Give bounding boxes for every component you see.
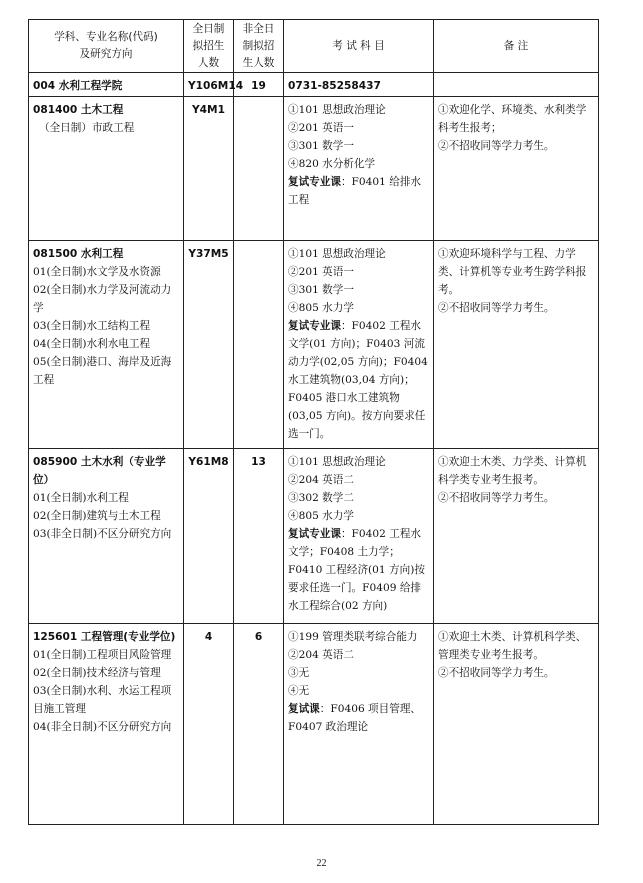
- retest-text: ：F0402 工程水文学；F0408 土力学；F0410 工程经济(01 方向)按要求任选一门。F0409 给排水工程综合(02 方向): [288, 528, 425, 612]
- note-item: ②不招收同等学力考生。: [438, 140, 555, 152]
- full-time-quota: Y4M1: [184, 97, 234, 241]
- major-cell: [29, 97, 184, 241]
- exam-item: ②201 英语一: [288, 122, 354, 134]
- exam-item: ①101 思想政治理论: [288, 248, 386, 260]
- exam-item: ④805 水力学: [288, 510, 354, 522]
- note-item: ①欢迎环境科学与工程、力学类、计算机等专业考生跨学科报考。: [438, 248, 587, 296]
- note-item: ①欢迎化学、环境类、水利类学科考生报考；: [438, 104, 587, 134]
- exam-subjects: [284, 97, 434, 241]
- exam-item: ③301 数学一: [288, 140, 354, 152]
- note-item: ②不招收同等学力考生。: [438, 492, 555, 504]
- exam-item: ③301 数学一: [288, 284, 354, 296]
- full-time-quota: Y37M5: [184, 241, 234, 449]
- major-direction: 02(全日制)技术经济与管理: [33, 667, 161, 679]
- college-row: [29, 73, 599, 97]
- header-part-time: 非全日 制拟招 生人数: [234, 20, 284, 73]
- exam-item: ②204 英语二: [288, 474, 354, 486]
- major-title: 085900 土木水利（专业学位）: [33, 456, 166, 486]
- notes-cell: [434, 449, 599, 624]
- notes-cell: [434, 97, 599, 241]
- major-cell: [29, 241, 184, 449]
- part-time-quota: 6: [234, 624, 284, 825]
- major-direction: 01(全日制)水利工程: [33, 492, 129, 504]
- retest-label: 复试专业课: [288, 176, 341, 188]
- notes-cell: [434, 241, 599, 449]
- exam-item: ③302 数学二: [288, 492, 354, 504]
- table-row: [29, 624, 599, 825]
- college-notes: [434, 73, 599, 97]
- notes-cell: [434, 624, 599, 825]
- retest-label: 复试专业课: [288, 528, 341, 540]
- note-item: ①欢迎土木类、力学类、计算机科学类专业考生报考。: [438, 456, 587, 486]
- header-major: 学科、专业名称(代码) 及研究方向: [29, 20, 184, 73]
- header-notes: 备 注: [434, 20, 599, 73]
- exam-item: ④820 水分析化学: [288, 158, 376, 170]
- major-direction: 01(全日制)工程项目风险管理: [33, 649, 172, 661]
- exam-subjects: [284, 449, 434, 624]
- exam-item: ②201 英语一: [288, 266, 354, 278]
- retest-text: ：F0406 项目管理、F0407 政治理论: [288, 703, 422, 733]
- table-row: [29, 241, 599, 449]
- exam-item: ①101 思想政治理论: [288, 104, 386, 116]
- exam-item: ②204 英语二: [288, 649, 354, 661]
- major-direction: 03(非全日制)不区分研究方向: [33, 528, 172, 540]
- major-title: 081500 水利工程: [33, 248, 124, 260]
- page-number: 22: [316, 858, 327, 869]
- note-item: ②不招收同等学力考生。: [438, 667, 555, 679]
- header-full-time: 全日制 拟招生 人数: [184, 20, 234, 73]
- major-direction: 04(全日制)水利水电工程: [33, 338, 151, 350]
- table-row: [29, 97, 599, 241]
- admissions-table: [28, 19, 599, 825]
- full-time-quota: 4: [184, 624, 234, 825]
- major-direction: 05(全日制)港口、海岸及近海工程: [33, 356, 172, 386]
- major-direction: 03(全日制)水利、水运工程项目施工管理: [33, 685, 172, 715]
- retest-label: 复试专业课: [288, 320, 341, 332]
- exam-subjects: [284, 241, 434, 449]
- full-time-quota: Y61M8: [184, 449, 234, 624]
- note-item: ②不招收同等学力考生。: [438, 302, 555, 314]
- major-direction: 03(全日制)水工结构工程: [33, 320, 151, 332]
- major-direction: 02(全日制)水力学及河流动力学: [33, 284, 172, 314]
- exam-item: ④805 水力学: [288, 302, 354, 314]
- major-cell: [29, 449, 184, 624]
- major-direction: 02(全日制)建筑与土木工程: [33, 510, 161, 522]
- header-exams: 考 试 科 目: [284, 20, 434, 73]
- major-direction: 01(全日制)水文学及水资源: [33, 266, 161, 278]
- college-full-time: Y106M14: [184, 73, 234, 97]
- major-direction: 04(非全日制)不区分研究方向: [33, 721, 172, 733]
- table-header-row: [29, 20, 599, 73]
- college-phone: 0731-85258437: [284, 73, 434, 97]
- exam-item: ④无: [288, 685, 310, 697]
- exam-item: ①101 思想政治理论: [288, 456, 386, 468]
- major-direction: （全日制）市政工程: [39, 122, 135, 134]
- table-row: [29, 449, 599, 624]
- major-title: 125601 工程管理(专业学位): [33, 631, 176, 643]
- college-part-time: 19: [234, 73, 284, 97]
- exam-item: ①199 管理类联考综合能力: [288, 631, 418, 643]
- part-time-quota: [234, 97, 284, 241]
- exam-subjects: [284, 624, 434, 825]
- college-name: 004 水利工程学院: [29, 73, 184, 97]
- major-cell: [29, 624, 184, 825]
- retest-text: ：F0402 工程水文学(01 方向)；F0403 河流动力学(02,05 方向)；F0404 水工建筑物(03,04 方向)；F0405 港口水工建筑物(03,05 方向)。按方向要求任选一门。: [288, 320, 428, 440]
- part-time-quota: [234, 241, 284, 449]
- retest-text: ：F0401 给排水工程: [288, 176, 422, 206]
- retest-label: 复试课: [288, 703, 320, 715]
- exam-item: ③无: [288, 667, 310, 679]
- note-item: ①欢迎土木类、计算机科学类、管理类专业考生报考。: [438, 631, 587, 661]
- part-time-quota: 13: [234, 449, 284, 624]
- major-title: 081400 土木工程: [33, 104, 124, 116]
